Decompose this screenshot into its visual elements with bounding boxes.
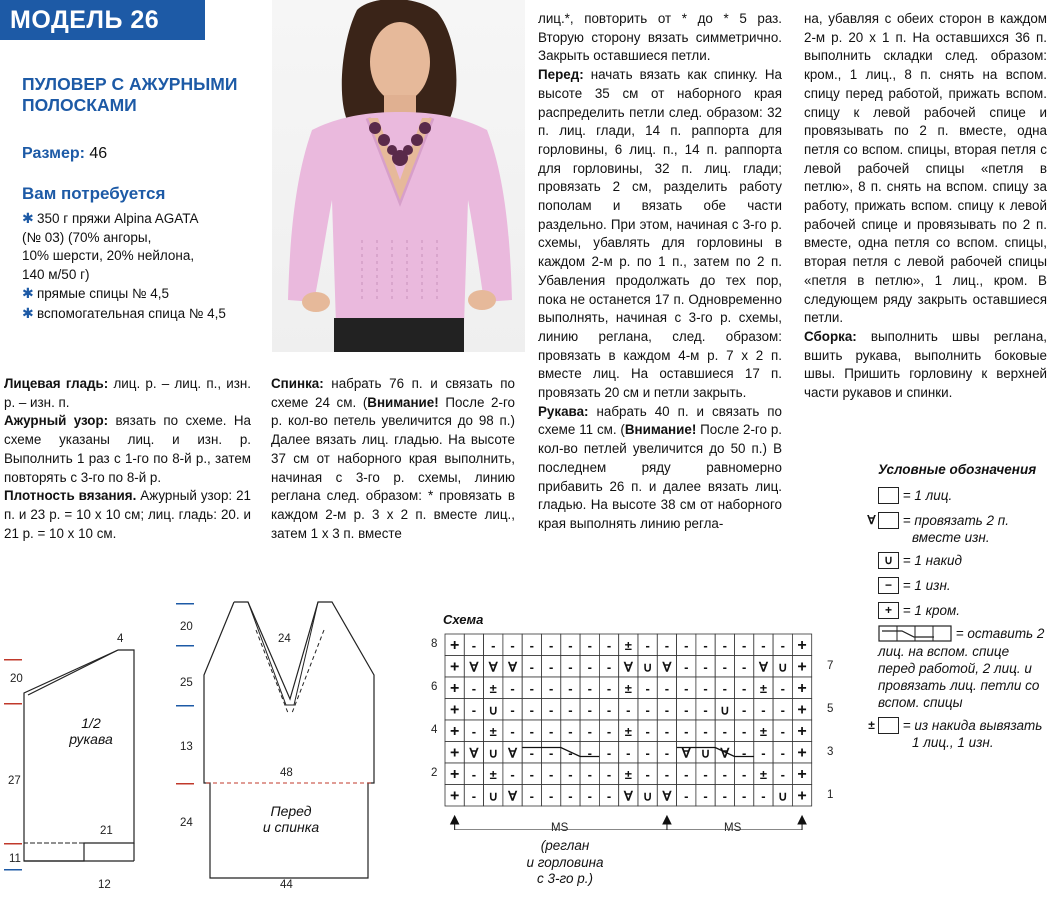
body-measure: 25 [180, 677, 193, 689]
grid-symbol: - [761, 745, 766, 761]
grid-symbol: - [606, 637, 612, 653]
instructions-column-1 [4, 375, 251, 543]
grid-symbol: - [780, 680, 785, 696]
grid-symbol: - [568, 659, 573, 675]
grid-symbol: ± [759, 723, 768, 739]
grid-symbol: - [664, 723, 670, 739]
paragraph: Сборка: выполнить швы реглана, вшить рукава, выполнить боковые швы. Пришить горловину к верхней части рукавов и спинки. [804, 328, 1047, 401]
grid-symbol: - [510, 766, 515, 782]
paragraph: Спинка: набрать 76 п. и связать по схеме 24 см. (Внимание! После 2-го р. кол-во петель увеличится до 98 п.) Далее вязать лиц. гладью. На высоте 37 см от наборного края выполнить, начиная с 3-го р. схемы, линию реглана след. образом: * провязать в каждом 2-м р. 3 х 2 п. вместе лиц., затем 1 х 3 п. вместе [271, 376, 515, 541]
paragraph: Лицевая гладь: лиц. р. – лиц. п., изн. р. – изн. п. [4, 376, 252, 410]
grid-symbol: ± [759, 766, 768, 782]
yarn-over-k1p1-symbol-icon: ± [878, 717, 899, 734]
grid-symbol: - [780, 745, 785, 761]
bullet-star-icon: ✱ [22, 304, 34, 321]
grid-symbol: - [510, 723, 515, 739]
grid-symbol: - [741, 680, 747, 696]
grid-symbol: - [761, 637, 766, 653]
grid-symbol: - [606, 680, 612, 696]
legend-item: = оставить 2 лиц. на вспом. спице перед работой, 2 лиц. и провязать лиц. петли со вспом. спицы [878, 626, 1045, 710]
grid-symbol: - [587, 788, 592, 804]
grid-symbol: ∀ [758, 659, 768, 675]
grid-symbol: - [664, 702, 670, 718]
scheme-title: Схема [443, 612, 484, 627]
grid-symbol: - [548, 702, 554, 718]
grid-symbol: ∪ [642, 659, 653, 675]
sleeve-measure: 21 [100, 825, 113, 837]
grid-symbol: - [548, 659, 554, 675]
grid-symbol: - [780, 702, 785, 718]
grid-symbol: - [664, 745, 670, 761]
grid-symbol: + [797, 722, 807, 740]
grid-symbol: - [703, 766, 708, 782]
repeat-arrow-icon [798, 816, 806, 830]
grid-symbol: ∪ [777, 659, 788, 675]
instructions-column-4 [804, 10, 1047, 403]
pattern-title [22, 74, 272, 116]
grid-symbol: ∀ [469, 745, 479, 761]
legend [867, 462, 1048, 751]
grid-symbol: - [548, 788, 554, 804]
grid-symbol: - [684, 723, 689, 739]
sleeve-measure: 11 [9, 853, 21, 865]
row-number: 6 [431, 681, 438, 693]
grid-symbol: - [568, 788, 573, 804]
grid-symbol: - [606, 723, 612, 739]
material-text: 10% шерсти, 20% нейлона, [22, 248, 195, 264]
grid-symbol: - [568, 723, 573, 739]
grid-symbol: + [449, 722, 460, 740]
body-measure: 24 [180, 817, 193, 829]
grid-symbol: - [645, 637, 650, 653]
paragraph: на, убавляя с обеих сторон в каждом 2-м р. 20 х 1 п. На оставшихся 36 п. выполнить складки след. образом: кром., 1 лиц., 8 п. снять на вспом. спицу перед работой, прижать вспом. спицу к левой рабочей спице и провязывать по 2 п. вместе, одна петля со вспом. спицы, вторая петля с левой рабочей спицы «петля в петлю», 8 п. снять на вспом. спицу за работу, прижать вспом. спицу к левой рабочей спице и провязывать по 2 п. вместе, одна петля со вспом. спицы, вторая петля с левой рабочей спицы «петля в петлю», 1 лиц., кром. В следующем ряду закрыть оставшиеся петли. [804, 11, 1047, 326]
grid-symbol: ∪ [488, 702, 499, 718]
grid-symbol: - [626, 745, 631, 761]
grid-symbol: + [797, 787, 807, 805]
grid-symbol: - [568, 702, 573, 718]
body-measure: 13 [180, 741, 193, 753]
grid-symbol: - [684, 702, 689, 718]
grid-symbol: - [529, 723, 535, 739]
grid-symbol: - [568, 766, 573, 782]
legend-item: ± = из накида вывязать 1 лиц., 1 изн. [868, 718, 1043, 750]
materials-list [22, 209, 272, 324]
grid-symbol: + [797, 679, 807, 697]
grid-symbol: + [797, 701, 807, 719]
material-text: 350 г пряжи Alpina AGATA [37, 211, 199, 226]
grid-symbol: ± [624, 637, 632, 653]
grid-symbol: - [741, 766, 747, 782]
size-line [22, 145, 107, 163]
grid-symbol: ∀ [508, 788, 518, 804]
grid-symbol: - [529, 788, 535, 804]
title-line-2: ПОЛОСКАМИ [22, 95, 137, 115]
grid-symbol: - [645, 702, 650, 718]
grid-symbol: - [587, 637, 592, 653]
grid-symbol: ± [624, 680, 632, 696]
purl-symbol-icon: − [878, 577, 899, 594]
grid-symbol: - [722, 659, 728, 675]
grid-symbol: - [587, 723, 592, 739]
grid-symbol: ∀ [662, 659, 672, 675]
instructions-column-3 [538, 10, 782, 534]
grid-symbol: - [471, 637, 477, 653]
grid-symbol: - [626, 702, 631, 718]
grid-symbol: - [722, 723, 728, 739]
grid-symbol: - [703, 680, 708, 696]
sleeve-schematic [0, 625, 160, 895]
grid-symbol: - [587, 680, 592, 696]
title-line-1: ПУЛОВЕР С АЖУРНЫМИ [22, 74, 238, 94]
grid-symbol: ± [489, 766, 497, 782]
grid-symbol: - [741, 788, 747, 804]
size-label: Размер: [22, 145, 85, 162]
grid-symbol: ∀ [469, 659, 479, 675]
grid-symbol: - [780, 766, 785, 782]
material-text: прямые спицы № 4,5 [37, 286, 170, 302]
grid-symbol: - [529, 659, 535, 675]
material-text: вспомогательная спица № 4,5 [37, 305, 226, 321]
row-number: 5 [827, 703, 834, 715]
repeat-arrow-icon [663, 816, 671, 830]
grid-symbol: - [664, 766, 670, 782]
material-item [22, 209, 272, 284]
grid-symbol: - [684, 766, 689, 782]
grid-symbol: ∀ [623, 659, 633, 675]
grid-symbol: - [703, 723, 708, 739]
legend-item: ∀ = провязать 2 п. вместе изн. [867, 513, 1009, 545]
grid-symbol: - [741, 702, 747, 718]
sleeve-outline [0, 625, 160, 895]
grid-symbol: ∀ [508, 659, 518, 675]
grid-symbol: ∪ [777, 788, 788, 804]
paragraph: Плотность вязания. Ажурный узор: 21 п. и 23 р. = 10 х 10 см; лиц. гладь: 20. и 21 р. = 10 х 10 см. [4, 488, 251, 541]
grid-symbol: - [761, 702, 766, 718]
grid-symbol: - [529, 680, 535, 696]
grid-symbol: - [529, 766, 535, 782]
grid-symbol: + [449, 787, 460, 805]
grid-symbol: ∀ [681, 745, 691, 761]
grid-symbol: - [761, 788, 766, 804]
grid-symbol: - [471, 680, 477, 696]
size-value: 46 [89, 145, 108, 162]
row-number: 7 [827, 660, 834, 672]
grid-symbol: - [741, 745, 747, 761]
model-badge: МОДЕЛЬ 26 [0, 0, 205, 40]
body-measure: 44 [280, 879, 293, 891]
grid-symbol: - [645, 766, 650, 782]
bullet-star-icon: ✱ [22, 210, 34, 226]
sweater-photo-illustration [272, 0, 525, 352]
repeat-arrow-icon [451, 816, 459, 830]
row-number: 8 [431, 638, 438, 650]
grid-symbol: - [684, 659, 689, 675]
legend-item: ∪ = 1 накид [878, 552, 1048, 569]
grid-symbol: ∪ [720, 702, 730, 718]
grid-symbol: - [606, 766, 612, 782]
body-schematic [168, 595, 390, 895]
ms-label: MS [551, 822, 569, 834]
grid-symbol: - [491, 637, 496, 653]
grid-symbol: - [510, 680, 515, 696]
scheme-note: (реглан и горловина с 3-го р.) [526, 838, 604, 886]
material-text: 140 м/50 г) [22, 266, 90, 282]
grid-symbol: - [684, 680, 689, 696]
grid-symbol: - [684, 788, 689, 804]
material-text: (№ 03) (70% ангоры, [22, 229, 152, 245]
grid-symbol: - [587, 745, 592, 761]
needs-heading: Вам потребуется [22, 184, 166, 203]
grid-symbol: - [606, 702, 612, 718]
row-number: 3 [827, 746, 834, 758]
grid-symbol: ± [624, 723, 632, 739]
grid-symbol: ∀ [508, 745, 518, 761]
grid-symbol: - [510, 702, 515, 718]
grid-symbol: + [449, 658, 460, 676]
paragraph: Рукава: набрать 40 п. и связать по схеме 11 см. (Внимание! После 2-го р. кол-во петлей увеличится до 50 п.) В последнем ряду равномерно прибавить 26 п. и далее вязать лиц. гладью. На высоте 38 см от наборного края выполнять линию регла- [538, 403, 782, 531]
grid-symbol: - [722, 766, 728, 782]
grid-symbol: - [587, 702, 592, 718]
legend-heading: Условные обозначения [878, 462, 1037, 477]
grid-symbol: - [471, 766, 477, 782]
knitting-scheme [425, 612, 845, 897]
sleeve-measure: 4 [117, 633, 124, 645]
sleeve-label: 1/2 рукава [69, 715, 113, 747]
grid-symbol: - [722, 680, 728, 696]
grid-symbol: ∀ [488, 659, 498, 675]
grid-symbol: - [645, 745, 650, 761]
grid-symbol: - [529, 637, 535, 653]
grid-symbol: - [664, 680, 670, 696]
paragraph: Перед: начать вязать как спинку. На высоте 35 см от наборного края распределить петли след. образом: 32 п. лиц. глади, 14 п. раппорта для горловины, 6 лиц. п., 14 п. раппорта для горловины, 32 п. лиц. глади; провязать 2 см, разделить работу пополам и вязать обе части раздельно. При этом, начиная с 3-го р. схемы, убавлять для горловины в каждом 2-м р. по 1 п., затем по 2 п. Убавления продолжать до тех пор, пока не останется 17 п. Одновременно выполнять, начиная с 3-го р. схемы, линию реглана, след. образом: провязать в каждом 4-м р. 7 х 2 п. вместе лиц. На оставшиеся 17 п. провязать 20 см и петли закрыть. [538, 67, 782, 401]
material-item [22, 304, 272, 324]
ms-label: MS [724, 822, 742, 834]
grid-symbol: - [471, 702, 477, 718]
grid-symbol: ± [489, 680, 497, 696]
grid-symbol: - [587, 659, 592, 675]
grid-symbol: ∪ [642, 788, 653, 804]
row-number: 2 [431, 767, 438, 779]
grid-symbol: - [703, 702, 708, 718]
grid-symbol: - [568, 680, 573, 696]
scheme-grid [425, 630, 845, 830]
instructions-column-2 [271, 375, 515, 543]
grid-symbol: ∀ [623, 788, 633, 804]
sleeve-measure: 12 [98, 879, 111, 891]
grid-symbol: - [722, 637, 728, 653]
grid-symbol: - [703, 637, 708, 653]
body-measure: 24 [278, 633, 291, 645]
row-number: 4 [431, 724, 438, 736]
edge-stitch-symbol-icon: + [878, 602, 899, 619]
grid-symbol: - [529, 702, 535, 718]
grid-symbol: - [548, 680, 554, 696]
paragraph: Ажурный узор: вязать по схеме. На схеме указаны лиц. и изн. р. Выполнить 1 раз с 1-го по 8-й р., затем повторять с 3-го по 8-й р. [4, 413, 251, 485]
yarn-over-symbol-icon: ∪ [878, 552, 899, 569]
sleeve-measure: 20 [10, 673, 23, 685]
body-measure: 20 [180, 621, 193, 633]
grid-symbol: - [606, 788, 612, 804]
grid-symbol: - [645, 723, 650, 739]
grid-symbol: ± [489, 723, 497, 739]
grid-symbol: - [664, 637, 670, 653]
grid-symbol: + [449, 701, 460, 719]
grid-symbol: ∪ [488, 788, 499, 804]
grid-symbol: ∪ [488, 745, 499, 761]
grid-symbol: + [449, 636, 460, 654]
grid-symbol: ± [759, 680, 768, 696]
legend-item: − = 1 изн. [878, 577, 1048, 594]
grid-symbol: - [548, 766, 554, 782]
grid-symbol: + [449, 765, 460, 783]
grid-symbol: + [797, 744, 807, 762]
grid-symbol: ∪ [700, 745, 711, 761]
grid-symbol: - [780, 723, 785, 739]
grid-symbol: - [471, 788, 477, 804]
grid-symbol: - [741, 723, 747, 739]
grid-symbol: - [606, 745, 612, 761]
grid-symbol: + [797, 658, 807, 676]
knit-symbol-icon [878, 487, 899, 504]
grid-symbol: - [606, 659, 612, 675]
model-photo [272, 0, 525, 352]
grid-symbol: ∀ [662, 788, 672, 804]
purl2tog-symbol-icon: ∀ [878, 512, 899, 529]
grid-symbol: - [548, 745, 554, 761]
grid-symbol: - [587, 766, 592, 782]
grid-symbol: - [548, 723, 554, 739]
grid-symbol: - [703, 659, 708, 675]
grid-symbol: + [449, 679, 460, 697]
cable-symbol-icon [878, 625, 952, 643]
grid-symbol: - [529, 745, 535, 761]
body-measure: 48 [280, 767, 293, 779]
sleeve-measure: 27 [8, 775, 21, 787]
grid-symbol: + [797, 636, 807, 654]
grid-symbol: - [568, 637, 573, 653]
material-item [22, 284, 272, 304]
grid-symbol: - [780, 637, 785, 653]
grid-symbol: - [722, 788, 728, 804]
grid-symbol: - [568, 745, 573, 761]
grid-symbol: - [741, 637, 747, 653]
legend-item: + = 1 кром. [878, 602, 1048, 619]
bullet-star-icon: ✱ [22, 285, 34, 302]
grid-symbol: ∀ [720, 745, 730, 761]
row-number: 1 [827, 789, 834, 801]
grid-symbol: + [797, 765, 807, 783]
grid-symbol: - [471, 723, 477, 739]
grid-symbol: - [510, 637, 515, 653]
grid-symbol: + [449, 744, 460, 762]
grid-symbol: ± [624, 766, 632, 782]
grid-symbol: - [703, 788, 708, 804]
body-label: Перед и спинка [262, 803, 320, 835]
paragraph: лиц.*, повторить от * до * 5 раз. Вторую сторону вязать симметрично. Закрыть оставшиеся петли. [538, 11, 782, 64]
legend-item: = 1 лиц. [878, 487, 1048, 504]
grid-symbol: - [548, 637, 554, 653]
grid-symbol: - [741, 659, 747, 675]
grid-symbol: - [684, 637, 689, 653]
grid-symbol: - [645, 680, 650, 696]
